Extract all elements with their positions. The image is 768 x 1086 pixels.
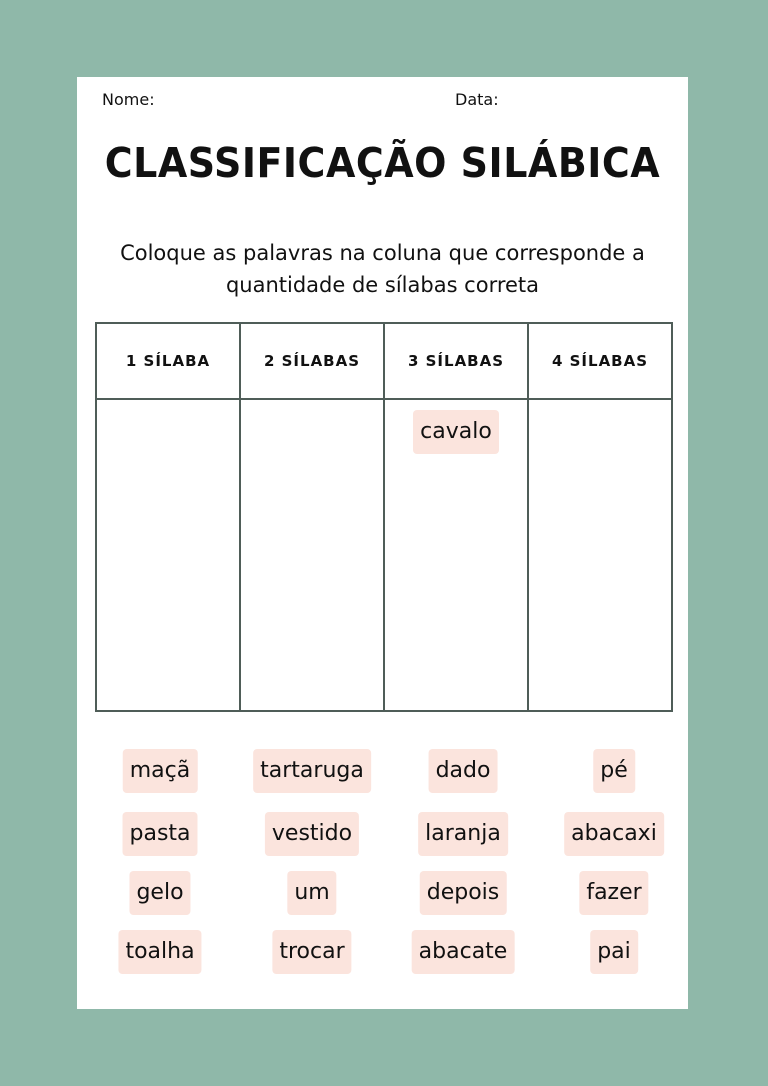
worksheet: [77, 77, 688, 1009]
name-label: Nome:: [102, 90, 155, 109]
instruction-line-2: quantidade de sílabas correta: [225, 273, 540, 297]
word-chip[interactable]: abacaxi: [564, 812, 664, 856]
table-body-row: [96, 399, 672, 711]
word-chip[interactable]: vestido: [265, 812, 359, 856]
word-chip[interactable]: toalha: [118, 930, 201, 974]
drop-zone-2-syllables[interactable]: [240, 399, 384, 711]
drop-zone-1-syllable[interactable]: [96, 399, 240, 711]
syllable-sorting-table: [95, 322, 673, 712]
word-chip[interactable]: maçã: [123, 749, 198, 793]
worksheet-title: CLASSIFICAÇÃO SILÁBICA: [104, 139, 661, 187]
table-header-row: [96, 323, 672, 399]
word-chip[interactable]: abacate: [412, 930, 515, 974]
word-chip[interactable]: pé: [593, 749, 635, 793]
word-chip[interactable]: pasta: [122, 812, 197, 856]
word-chip[interactable]: pai: [590, 930, 638, 974]
word-chip[interactable]: um: [287, 871, 336, 915]
word-chip[interactable]: depois: [420, 871, 507, 915]
word-chip[interactable]: dado: [429, 749, 498, 793]
drop-zone-3-syllables[interactable]: [384, 399, 528, 711]
word-chip[interactable]: gelo: [129, 871, 190, 915]
word-chip[interactable]: trocar: [272, 930, 351, 974]
column-header-3-syllables: 3 SÍLABAS: [384, 323, 528, 399]
drop-zone-4-syllables[interactable]: [528, 399, 672, 711]
instruction-line-1: Coloque as palavras na coluna que corresponde a: [120, 241, 645, 265]
word-chip[interactable]: tartaruga: [253, 749, 371, 793]
column-header-1-syllable: 1 SÍLABA: [96, 323, 240, 399]
column-header-2-syllables: 2 SÍLABAS: [240, 323, 384, 399]
date-label: Data:: [455, 90, 499, 109]
column-header-4-syllables: 4 SÍLABAS: [528, 323, 672, 399]
instruction-text: [77, 237, 688, 301]
placed-word-chip[interactable]: cavalo: [413, 410, 499, 454]
word-chip[interactable]: laranja: [418, 812, 508, 856]
word-chip[interactable]: fazer: [579, 871, 648, 915]
